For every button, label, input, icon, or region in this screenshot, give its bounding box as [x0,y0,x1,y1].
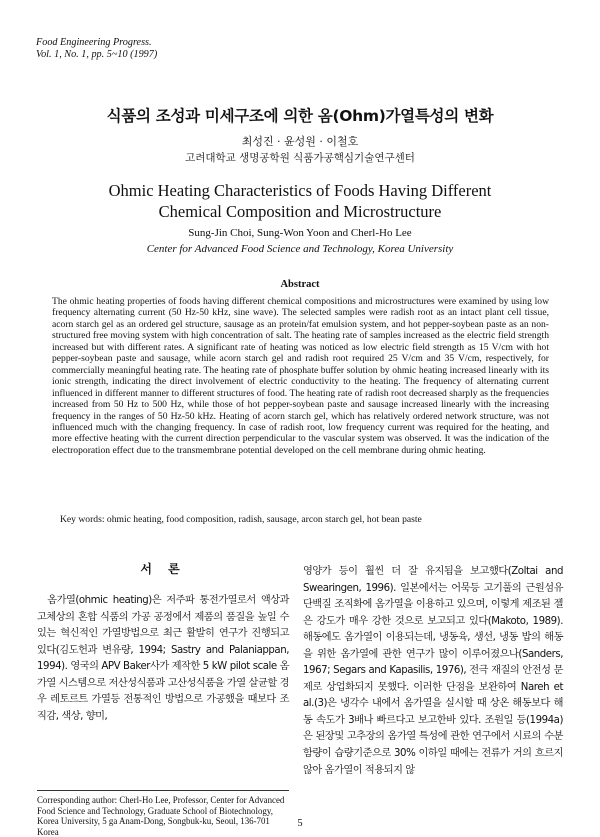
left-column [37,593,289,725]
journal-volume: Vol. 1, No. 1, pp. 5~10 (1997) [36,49,158,60]
left-column-paragraph: 옴가열(ohmic heating)은 저주파 통전가열로서 액상과 고체상의 혼합 식품의 가공 공정에서 제품의 품질을 높일 수 있는 혁신적인 가열방법으로 최근 활발히 연구가 진행되고 있다(김도헌과 변유량, 1994; Sastry and Palaniappan, 1994). 영국의 APV Baker사가 제작한 5 kW pilot scale 옴가열 시스템으로 저산성식품과 고산성식품을 가열 살균할 경우 레토르트 가열등 전통적인 방법으로 가공했을 때보다 조직감, 색상, 향미, [37,595,289,722]
title-english-line2: Chemical Composition and Microstructure [158,202,442,221]
right-column-paragraph: 영양가 등이 훨씬 더 잘 유지됨을 보고했다(Zoltai and Swearingen, 1996). 일본에서는 어묵등 고기풀의 근원섬유 단백질 조직화에 옴가열을 이용하고 있으며, 이렇게 제조된 젤은 강도가 매우 강한 것으로 보고되고 있다(Makoto, 1989). 해동에도 옴가열이 이용되는데, 냉동육, 생선, 냉동 밥의 해동을 위한 옴가열에 관한 연구가 많이 이루어졌으나(Sanders, 1967; Segars and Kapasilis, 1976), 전극 재질의 안전성 문제로 상업화되지 못했다. 이러한 단점을 보완하여 Nareh et al.(3)은 냉각수 내에서 옴가열을 실시할 때 상온 해동보다 해동 속도가 3배나 빠르다고 보고한바 있다. 조원일 등(1994a)은 된장및 고추장의 옴가열 특성에 관한 연구에서 시료의 수분함량이 습량기준으로 30% 이하일 때에는 전류가 거의 흐르지 않아 옴가열이 적용되지 않 [303,566,563,776]
journal-name: Food Engineering Progress. [36,37,152,48]
corresponding-author-footnote: Corresponding author: Cherl-Ho Lee, Professor, Center for Advanced Food Science and Technology, Graduate School of Biotechnology, Korea University, 5 ga Anam-Dong, Songbuk-ku, Seoul, 136-701 Korea [37,795,285,837]
abstract-heading: Abstract [280,279,320,290]
authors-english: Sung-Jin Choi, Sung-Won Yoon and Cherl-Ho Lee [188,227,412,239]
title-english [0,180,600,222]
footnote-divider [37,790,289,791]
section-heading-introduction: 서 론 [140,562,186,576]
abstract-body: The ohmic heating properties of foods having different chemical compositions and microstructures were examined by using low frequency alternating current (50 Hz-50 kHz, sine wave). The selected samples were radish root as an intact plant cell tissue, acorn starch gel as an ordered gel structure, sausage as an protein/fat emulsion system, and hot pepper-soybean paste as an non-structured free moving system with high concentration of salt. The heating rate of samples increased as the electric field strength increased but with different rates. A significant rate of heating was noticed as low electric field strength as 15 V/cm with hot pepper-soybean paste and sausage, while acorn starch gel and radish root required 25 V/cm and 35 V/cm, respectively, for commercially meaningful heating rate. The heating rate of phosphate buffer solution by ohmic heating increased linearly with its ionic strength, indicating the direct involvement of electric conductivity to the heating. The frequency of alternating current influenced in different manner to different structures of food. The heating rate of radish root decreased sharply as the frequencies increased from 50 Hz to 500 Hz, while those of hot pepper-soybean paste and sausage increased linearly with the increasing frequency in the ranges of 50 Hz-50 kHz. Heating of acorn starch gel, which has relatively ordered network structure, was not influenced much with the changing frequency. In case of radish root, low frequency current was required for the heating, and more effective heating with the current direction perpendicular to the vascular system was observed. It was the indication of the electroporation effect due to the transmembrane potential developed on the cell membrane during ohmic heating. [52,296,549,456]
right-column [303,564,563,779]
affiliation-english: Center for Advanced Food Science and Technology, Korea University [146,243,454,255]
page-number: 5 [297,818,303,829]
affiliation-korean: 고려대학교 생명공학원 식품가공핵심기술연구센터 [185,152,415,164]
title-english-line1: Ohmic Heating Characteristics of Foods Having Different [108,181,492,200]
keywords: Key words: ohmic heating, food composition, radish, sausage, arcon starch gel, hot bean paste [60,514,422,525]
authors-korean: 최성진 · 윤성원 · 이철호 [241,135,359,148]
title-korean: 식품의 조성과 미세구조에 의한 옴(Ohm)가열특성의 변화 [106,107,494,125]
journal-citation [36,37,157,61]
